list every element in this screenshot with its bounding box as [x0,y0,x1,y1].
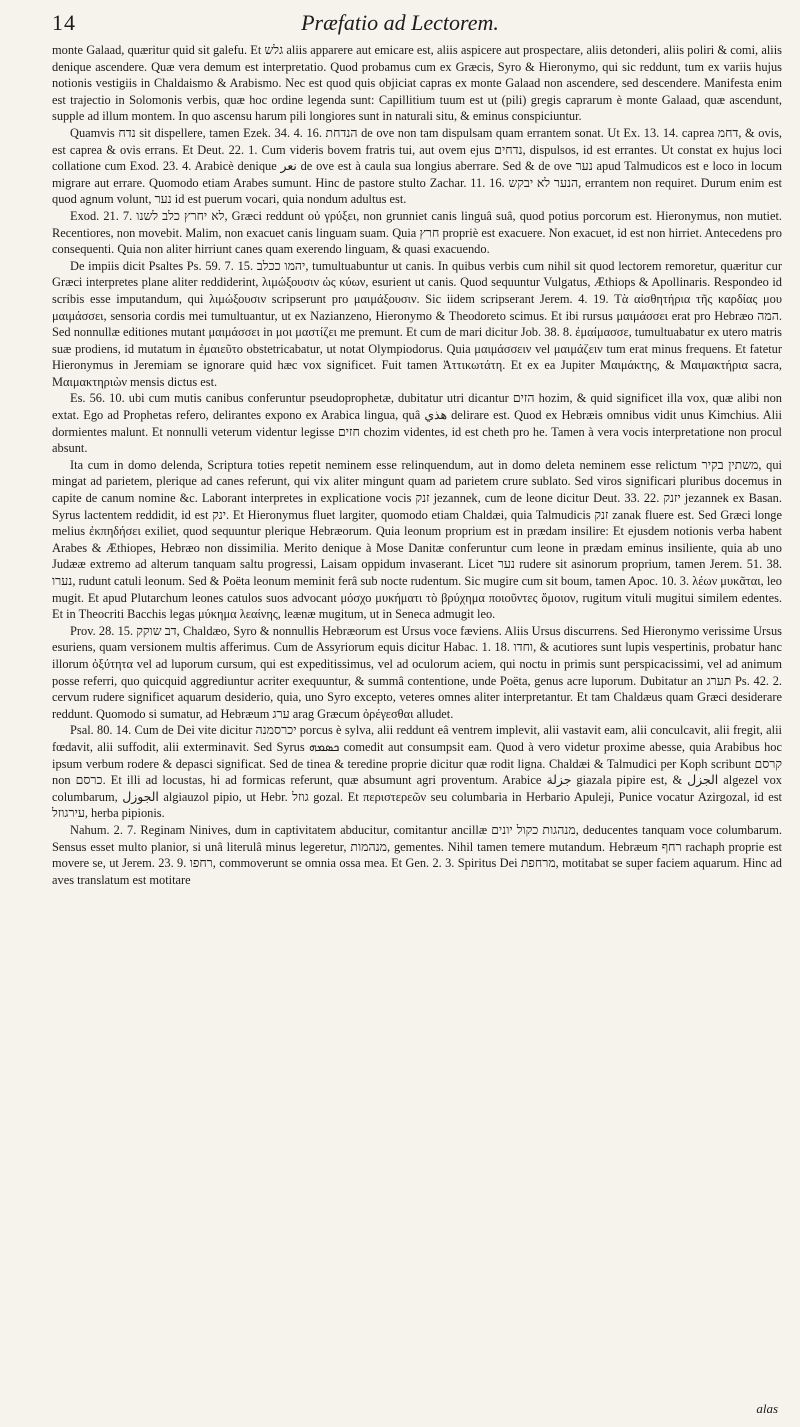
paragraph: Quamvis נדח sit dispellere, tamen Ezek. 34. 4. 16. הנדחת de ove non tam dispulsam quam errantem sonat. Ut Ex. 13. 14. caprea דחמ, & ovis, est caprea & ovis errans. Et Deut. 22. 1. Cum videris bovem fratris tui, aut ovem ejus נדחים, dispulsos, id est errantes. Ut constat ex hujus loci collatione cum Exod. 23. 4. Arabicè denique نعر de ove est à caula sua longius aberrare. Sed & de ove נער apud Talmudicos est e loco in locum migrare aut errare. Quomodo etiam Arabes sumunt. Hinc de pastore stulto Zachar. 11. 16. הנער לא יבקש, errantem non requiret. Durum enim est quod agnum volunt, נער id est puerum vocari, quia nondum adultus est. [52,125,783,207]
catchword: alas [756,1401,778,1416]
running-head [52,8,748,38]
paragraph: Ita cum in domo delenda, Scriptura toties repetit neminem esse relinquendum, aut in domo deleta neminem esse relictum משתין בקיר, qui mingat ad parietem, plerique ad canes referunt, qui vix aliter mingunt quam ad parietem crure sublato. Sed viros significari pluribus docemus in capite de canum nomine &c. Laborant interpretes in explicatione vocis זנק jezannek, cum de leone dicitur Deut. 33. 22. יזנק jezannek ex Basan. Syrus lactentem reddidit, id est ינק. Et Hieronymus fluet largiter, quomodo etiam Chaldæi, quia Talmudicis זנק zanak fluere est. Sed Græci longe melius ἐκπηδήσει exiliet, quod sequuntur plerique Hebræorum. Quia leonum proprium est in prædam insilire: Et ejusdem notionis verba habent Arabes & Æthiopes, Hebræo non dissimilia. Merito denique à Mose Danitæ conferuntur cum leone in prædam eminus insiliente, quia ab uno Judææ extremo ad alterum tanquam saltu progressi, Laisam oppidum invaserant. Licet נער rudere sit asinorum proprium, tamen Jerem. 51. 38. נערו, rudunt catuli leonum. Sed & Poëta leonum meminit ferâ sub nocte rudentum. Sic mugire cum sit boum, tamen Apoc. 10. 3. λέων μυκᾶται, leo mugit. Et apud Plutarchum leones catulos suos advocant μόσχο μυκήματι τὸ βρύχημα ποιοῦντες ὅμοιον, rugitum vituli mugitui similem edentes. Et in Theocriti Bacchis legas μύκημα λεαίνης, leænæ mugitum, ut in Seneca admugit leo. [52,457,782,622]
paragraph: Nahum. 2. 7. Reginam Ninives, dum in captivitatem abducitur, comitantur ancillæ מנהגות כקול יונים, deducentes tanquam voce columbarum. Sensus esset multo planior, si unâ literulâ minus legeretur, מנהמות, gementes. Nihil tamen temere mutandum. Hebræum רחף rachaph proprie est movere se, ut Jerem. 23. 9. רחפו, commoverunt se omnia ossa mea. Et Gen. 2. 3. Spiritus Dei מרחפת, motitabat se super faciem aquarum. Hinc ad aves translatum est motitare [52,822,783,887]
paragraph: Exod. 21. 7. לא יחרץ כלב לשנו, Græci reddunt οὐ γρύξει, non grunniet canis linguâ suâ, quod potius porcorum est. Hieronymus, non mutiet. Recentiores, non movebit. Malim, non exacuet canis linguam suam. Quia חרץ propriè est exacuere. Non exacuet, id est non hirriet. Antecedens pro consequenti. Quia non aliter hirriunt canes quam exerendo linguam, & quasi exacuendo. [52,208,782,257]
page-number: 14 [52,10,76,35]
body-text [52,42,782,888]
paragraph: Es. 56. 10. ubi cum mutis canibus conferuntur pseudoprophetæ, dubitatur utri dicantur הזים hozim, & quid significet illa vox, quæ alibi non extat. Ego ad Prophetas refero, delirantes expono ex Arabica lingua, quâ هذي delirare est. Quod ex Hebræis omnibus vidit unus Kimchius. Alii dormientes malunt. Et nonnulli veterum videntur legisse חזים chozim videntes, id est cheth pro he. Tamen à vera vocis interpretatione non procul absunt. [52,391,783,456]
paragraph: Psal. 80. 14. Cum de Dei vite dicitur יכרסמנה porcus è sylva, alii reddunt eâ ventrem implevit, alii vastavit eam, alii conculcavit, alii fregit, alii fœdavit, alii suffodit, alii exterminavit. Sed Syrus ܟܣܡܗ comedit aut consumpsit eam. Quod à vero videtur proxime abesse, quia Arabibus hoc ipsum verbum rodere & depasci significat. Sed de tinea & teredine proprie dicitur quæ rodit ligna. Chaldæi & Talmudici per Koph scribunt קרסם non כרסם. Et illi ad locustas, hi ad formicas referunt, quæ absumunt agri proventum. Arabice جزلة giazala pipire est, & الجزل algezel vox columbarum, الجوزل algiauzol pipio, ut Hebr. גוזל gozal. Et περιστερεῶν seu columbaria in Herbario Apuleji, Punice vocatur Azirgozal, id est עירגוזל, herba pipionis. [52,723,783,821]
paragraph: Prov. 28. 15. דב שוקק, Chaldæo, Syro & nonnullis Hebræorum est Ursus voce fæviens. Aliis Ursus discurrens. Sed Hieronymo verissime Ursus esuriens, quam versionem multis afferimus. Cum de Assyriorum equis dicitur Habac. 1. 18. וחדו, & acutiores sunt lupis vespertinis, probatur hanc illorum ὀξύτητα vel ad luporum cursum, qui est expeditissimus, vel ad oculorum aciem, qui noctu in primis sunt perspicacissimi, vel ad animum posse referri, quo quicquid aggrediuntur acriter exequuntur, & summâ contentione, unde Poëta, genus acre luporum. Dubitatur an תערג Ps. 42. 2. cervum rudere significet aquarum desiderio, quia, uno Syro excepto, veteres omnes aliter interpretantur. Et tam Chaldæus quam Græci desiderare reddunt. Quomodo si sumatur, ad Hebræum ערג arag Græcum ὀρέγεσθαι alludet. [52,623,783,721]
paragraph: monte Galaad, quæritur quid sit galefu. Et גלש aliis apparere aut emicare est, aliis aspicere aut prospectare, aliis detonderi, aliis poliri & comi, aliis denique ascendere. Quæ vera demum est interpretatio. Quod probamus cum ex Græcis, Syro & Hieronymo, qui sic reddunt, tum ex variis hujus notionis vestigiis in Chaldaismo & Arabismo. Nec est quod quis objiciat capras ex monte Galaad non ascendere, sed descendere. Manifesta enim est trajectio in Solomonis verbis, quæ hoc ordine legenda sunt: Capillitium tuum est ut (pili) gregis caprarum è monte Galaad, quæ ascendunt, supple ad illum montem. In quo ascensu harum pili longiores sunt in naturali situ, & eminus conspiciuntur. [52,43,782,124]
page-title: Præfatio ad Lectorem. [301,10,499,35]
paragraph: De impiis dicit Psaltes Ps. 59. 7. 15. יהמו ככלב, tumultuabuntur ut canis. In quibus verbis cum nihil sit quod lectorem remoretur, quæritur cur Græci interpretes plane aliter reddiderint, λιμώξουσιν ὡς κύων, esurient ut canis. Quod sequuntur Vulgatus, Æthiops & Apollinaris. Respondeo id scribis esse imputandum, qui λιμώξουσιν scripserunt pro μαιμάξουσιν. Sic iidem scripserant Jerem. 4. 19. Τὰ αἰσθητήρια τῆς καρδίας μου μαιμάσσει, sensoria cordis mei tumultuantur, ut ex Nazianzeno, Hieronymo & Theodoreto scimus. Et ibi rursus μαιμάσσει erat pro Hebræo המה. Sed nonnullæ editiones mutant μαιμάσσει in μοι μαστίζει me premunt. Et cum de mari dicitur Job. 38. 8. ἐμαίμασσε, tumultuabatur ex utero matris suæ prodiens, id mutatum in ἐμαιεῦτο obstetricabatur, ut notat Olympiodorus. Quia μαιμάσσειν vel μαιμάζειν tum erat minus frequens. Et fatetur Hieronymus in Jeremiam se ignorare quid hæc vox significet. Fuit tamen Ἀττικωτάτη. Et ex ea Jupiter Μαιμάκτης, & Μαιμακτήρια sacra, Μαιμακτηριὼν mensis dictus est. [52,258,783,389]
